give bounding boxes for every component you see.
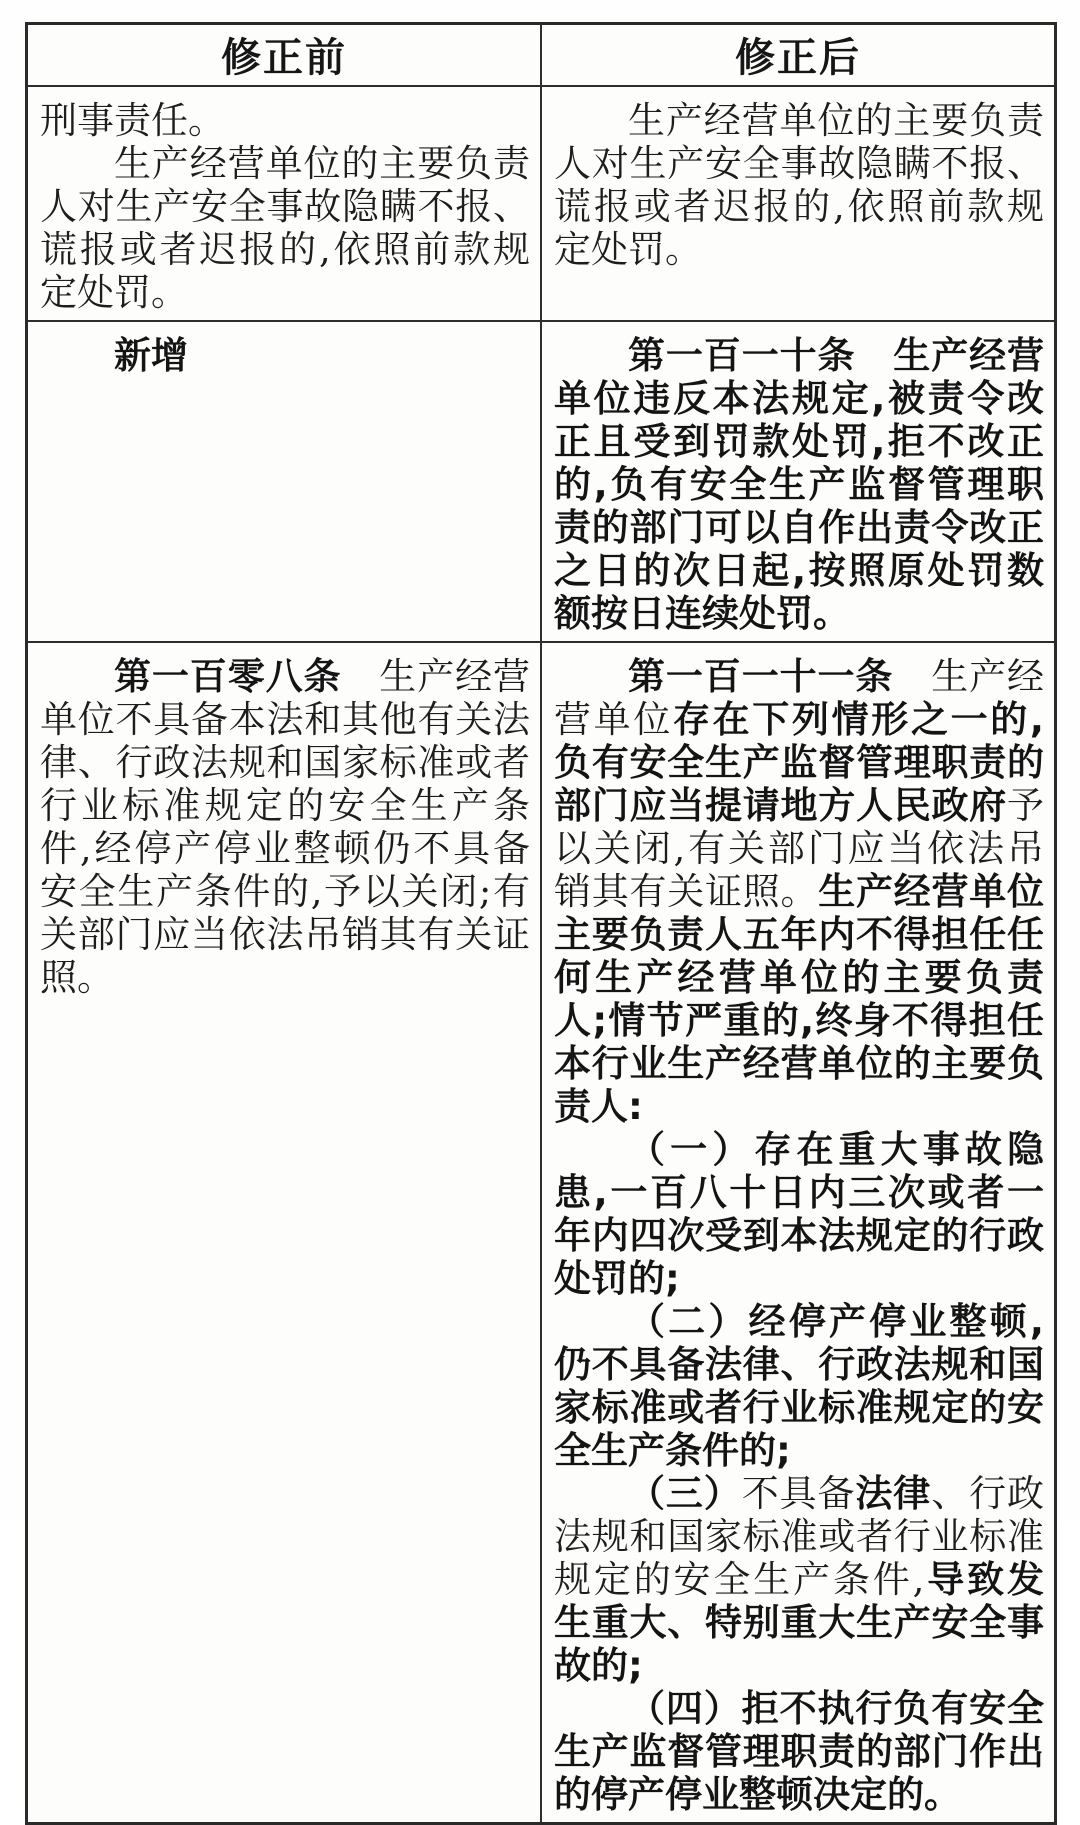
text-segment: 生产经营单位的主要负责人对生产安全事故隐瞒不报、谎报或者迟报的,依照前款规定处罚。 (554, 98, 1044, 271)
paragraph (554, 334, 1044, 635)
paragraph (40, 142, 530, 314)
after-cell (541, 321, 1056, 642)
emphasized-text-segment: 第一百一十一条 (628, 654, 894, 698)
emphasized-text-segment: （一）存在重大事故隐患,一百八十日内三次或者一年内四次受到本法规定的行政处罚的; (554, 1127, 1044, 1300)
text-segment: 予以关闭,有关部门应当依法吊销其有关证照。 (554, 783, 1044, 913)
paragraph (40, 655, 530, 999)
paragraph (554, 1687, 1044, 1816)
emphasized-text-segment: 存在下列情形之一的,负有安全生产监督管理职责的部门应当提请地方人民政府 (554, 697, 1044, 827)
paragraph (40, 334, 530, 377)
emphasized-text-segment: （二）经停产停业整顿,仍不具备法律、行政法规和国家标准或者行业标准规定的安全生产条件的; (554, 1299, 1044, 1472)
paragraph (554, 99, 1044, 271)
emphasized-text-segment: （三） (628, 1471, 742, 1515)
text-segment: 刑事责任。 (40, 98, 225, 142)
paragraph (40, 99, 530, 142)
paragraph (554, 1300, 1044, 1472)
column-header-before: 修正前 (27, 24, 542, 86)
text-segment: 生产经营单位 (554, 654, 1045, 741)
before-cell (27, 86, 542, 321)
table-header (27, 24, 1056, 86)
header-row (27, 24, 1056, 86)
after-cell (541, 642, 1056, 1824)
emphasized-text-segment: 生产经营单位主要负责人五年内不得担任任何生产经营单位的主要负责人;情节严重的,终身不得担任本行业生产经营单位的主要负责人: (554, 869, 1044, 1128)
column-header-after: 修正后 (541, 24, 1056, 86)
before-cell (27, 642, 542, 1824)
paragraph (554, 655, 1044, 1128)
emphasized-text-segment: 法律 (855, 1471, 932, 1515)
table-body (27, 86, 1056, 1824)
table-row (27, 642, 1056, 1824)
amendment-comparison-table (25, 22, 1057, 1825)
before-cell (27, 321, 542, 642)
after-cell (541, 86, 1056, 321)
paragraph (554, 1128, 1044, 1300)
emphasized-text-segment: 第一百一十条 生产经营单位违反本法规定,被责令改正且受到罚款处罚,拒不改正的,负有安全生产监督管理职责的部门可以自作出责令改正之日的次日起,按照原处罚数额按日连续处罚。 (554, 333, 1044, 635)
text-segment: 生产经营单位的主要负责人对生产安全事故隐瞒不报、谎报或者迟报的,依照前款规定处罚。 (40, 141, 530, 314)
emphasized-text-segment: 第一百零八条 (114, 654, 342, 698)
table-row (27, 321, 1056, 642)
text-segment: 生产经营单位不具备本法和其他有关法律、行政法规和国家标准或者行业标准规定的安全生产条件,经停产停业整顿仍不具备安全生产条件的,予以关闭;有关部门应当依法吊销其有关证照。 (40, 654, 531, 999)
emphasized-text-segment: 导致发生重大、特别重大生产安全事故的; (554, 1557, 1044, 1687)
paragraph (554, 1472, 1044, 1687)
table-row (27, 86, 1056, 321)
text-segment: 不具备 (741, 1471, 856, 1515)
emphasized-text-segment: 新增 (114, 333, 188, 377)
text-segment: 、行政法规和国家标准或者行业标准规定的安全生产条件, (554, 1471, 1045, 1601)
emphasized-text-segment: （四）拒不执行负有安全生产监督管理职责的部门作出的停产停业整顿决定的。 (554, 1686, 1044, 1816)
